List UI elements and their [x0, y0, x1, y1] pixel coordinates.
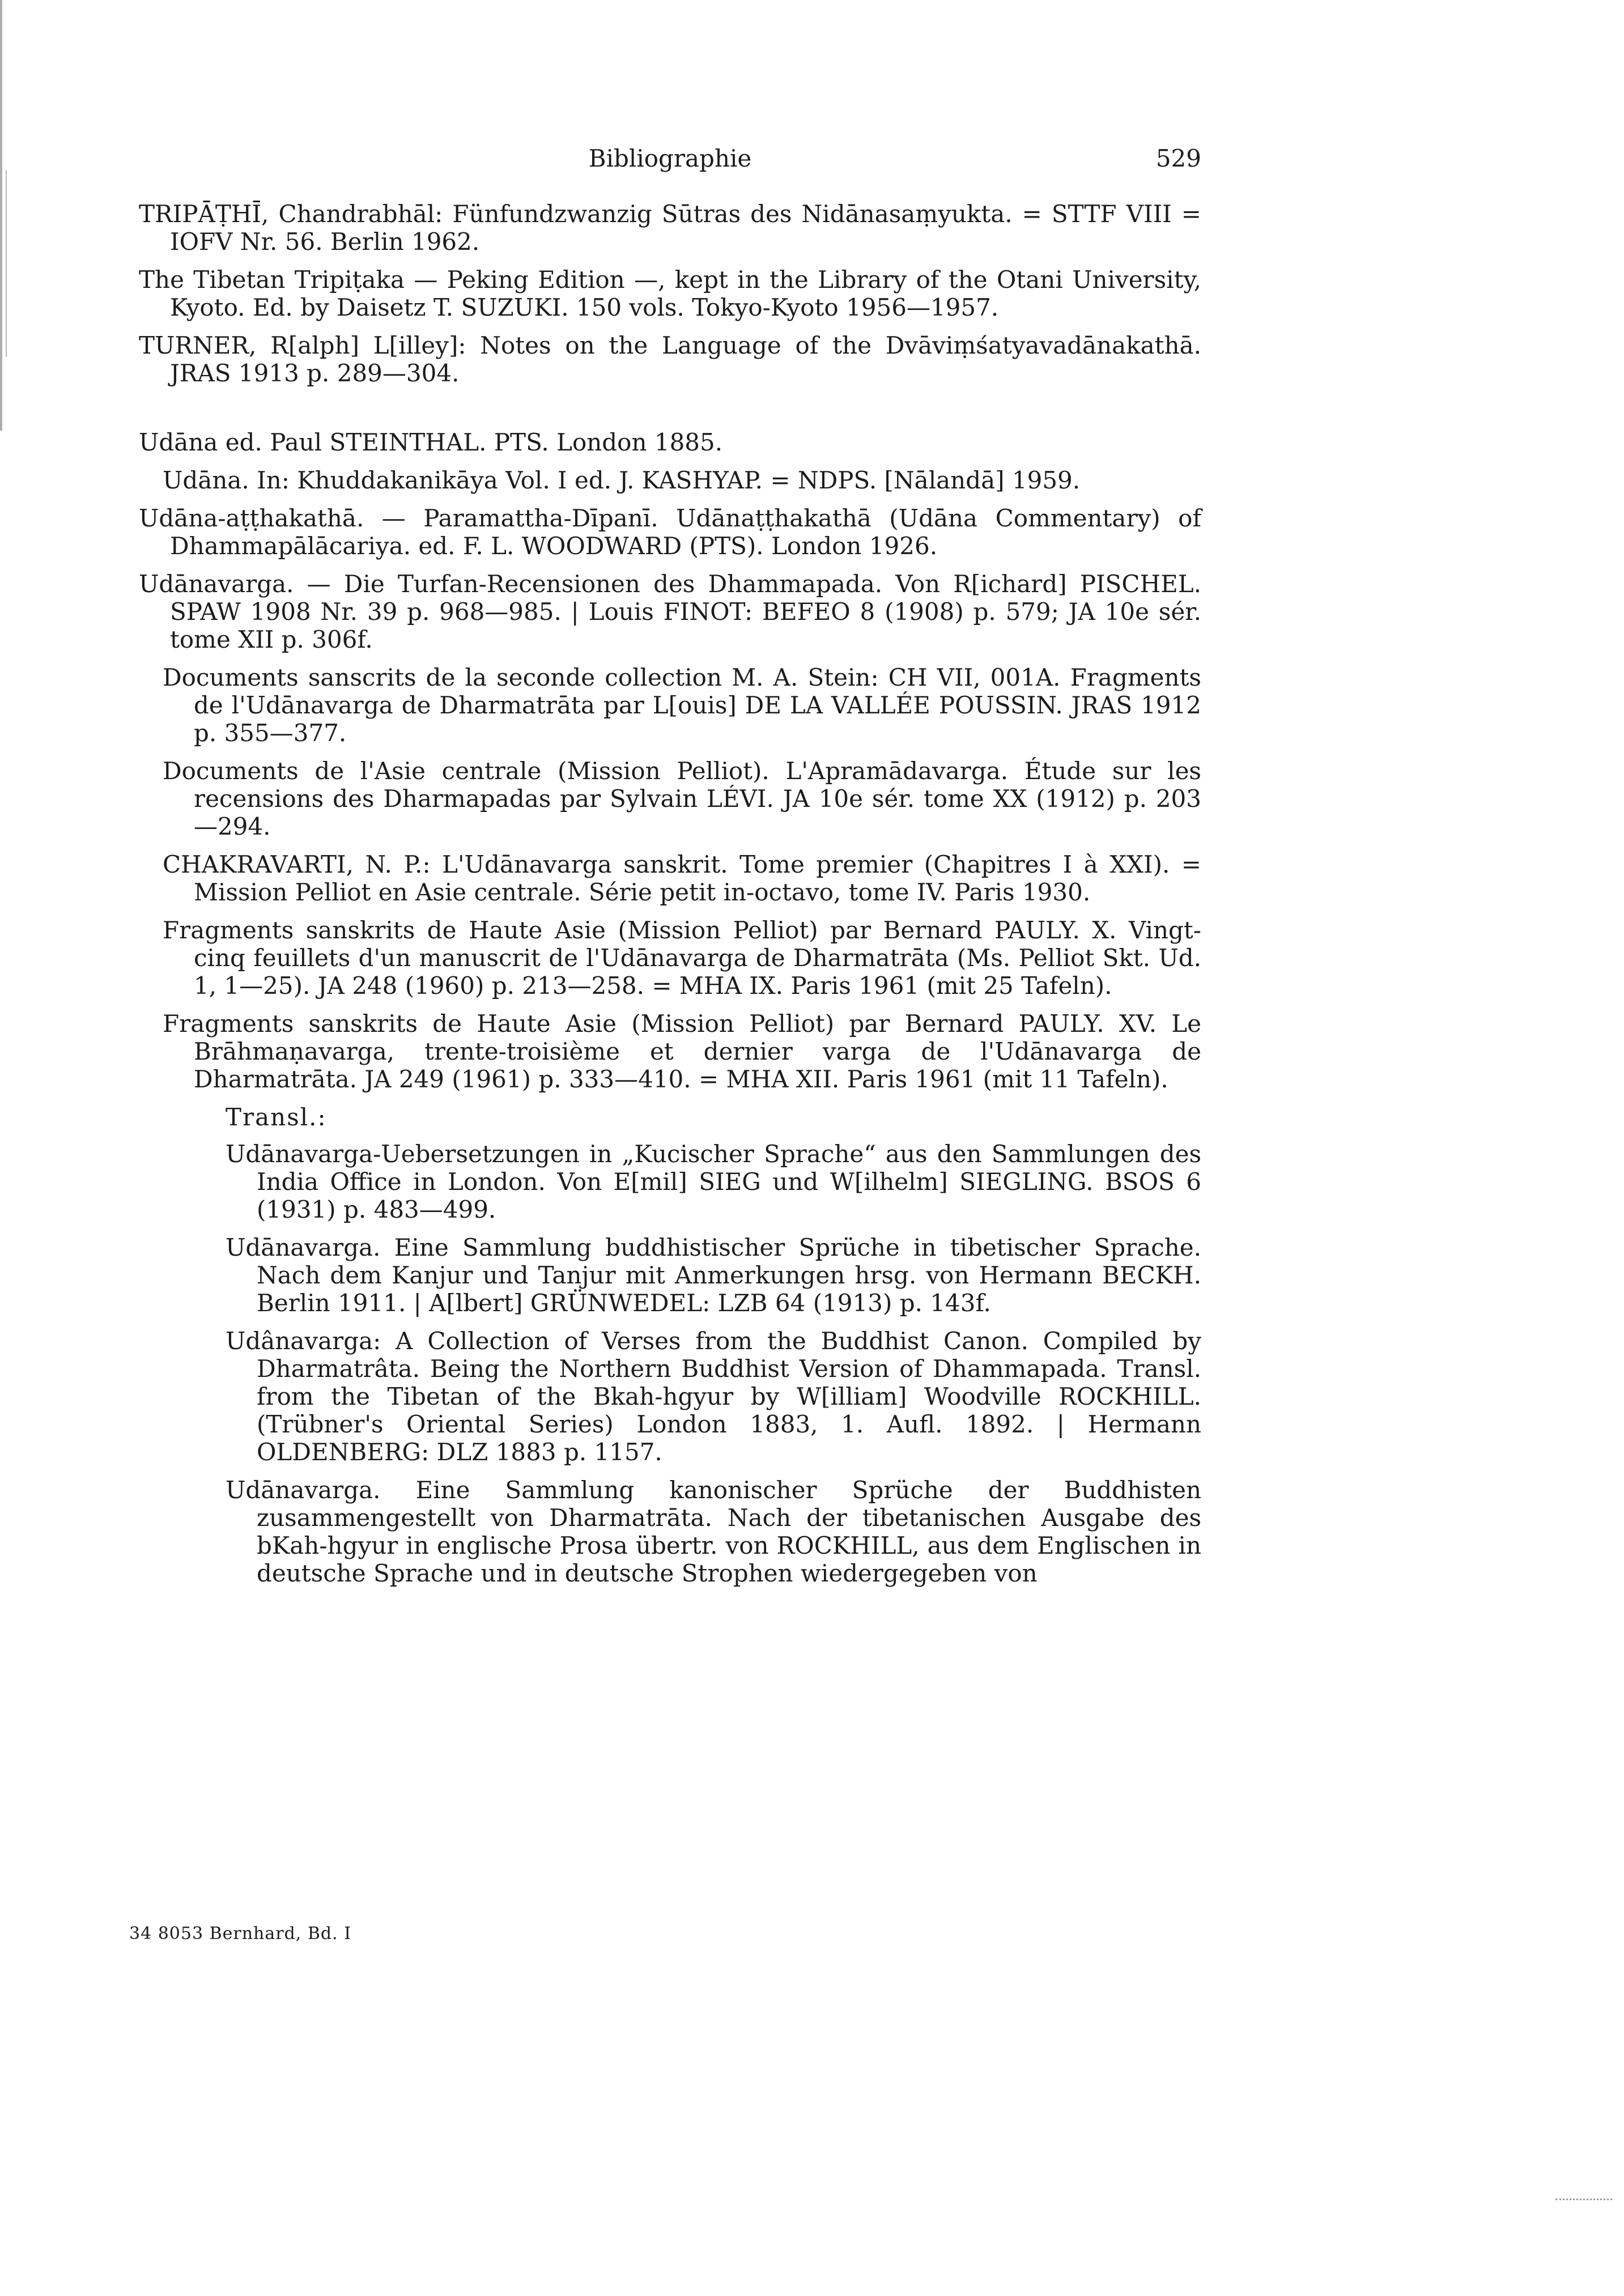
page-title: Bibliographie	[588, 144, 752, 172]
translation-entry: Udânavarga: A Collection of Verses from the Buddhist Canon. Compiled by Dharmatrâta. Being the Northern Buddhist Version of Dhammapada. Transl. from the Tibetan of the Bkah-hgyur by W[illiam] Woodville ROCKHILL. (Trübner's Oriental Series) London 1883, 1. Aufl. 1892. | Hermann OLDENBERG: DLZ 1883 p. 1157.	[226, 1327, 1201, 1466]
bibliography-subentry: Udāna. In: Khuddakanikāya Vol. I ed. J. KASHYAP. = NDPS. [Nālandā] 1959.	[163, 466, 1081, 494]
bibliography-entry: Udāna-aṭṭhakathā. — Paramattha-Dīpanī. Udānaṭṭhakathā (Udāna Commentary) of Dhammapālācariya. ed. F. L. WOODWARD (PTS). London 1926.	[139, 504, 1201, 560]
page-header	[139, 144, 1201, 184]
scan-edge-mark-inner	[6, 170, 7, 357]
scan-artifact-mark	[1555, 2199, 1612, 2200]
bibliography-subentry: Fragments sanskrits de Haute Asie (Mission Pelliot) par Bernard PAULY. XV. Le Brāhmaṇavarga, trente-troisième et dernier varga de l'Udānavarga de Dharmatrāta. JA 249 (1961) p. 333—410. = MHA XII. Paris 1961 (mit 11 Tafeln).	[163, 1010, 1201, 1093]
bibliography-subentry: CHAKRAVARTI, N. P.: L'Udānavarga sanskrit. Tome premier (Chapitres I à XXI). = Mission Pelliot en Asie centrale. Série petit in-octavo, tome IV. Paris 1930.	[163, 851, 1201, 906]
printer-signature-footer: 34 8053 Bernhard, Bd. I	[129, 1924, 352, 1944]
bibliography-entry: Udāna ed. Paul STEINTHAL. PTS. London 1885.	[139, 428, 723, 456]
bibliography-subentry: Fragments sanskrits de Haute Asie (Mission Pelliot) par Bernard PAULY. X. Vingt-cinq feuillets d'un manuscrit de l'Udānavarga de Dharmatrāta (Ms. Pelliot Skt. Ud. 1, 1—25). JA 248 (1960) p. 213—258. = MHA IX. Paris 1961 (mit 25 Tafeln).	[163, 916, 1201, 1000]
translation-entry: Udānavarga. Eine Sammlung buddhistischer Sprüche in tibetischer Sprache. Nach dem Kanjur und Tanjur mit Anmerkungen hrsg. von Hermann BECKH. Berlin 1911. | A[lbert] GRÜNWEDEL: LZB 64 (1913) p. 143f.	[226, 1234, 1201, 1317]
page-number: 529	[1155, 144, 1201, 172]
translation-entry: Udānavarga-Uebersetzungen in „Kucischer Sprache“ aus den Sammlungen des India Office in London. Von E[mil] SIEG und W[ilhelm] SIEGLING. BSOS 6 (1931) p. 483—499.	[226, 1140, 1201, 1223]
translation-entry: Udānavarga. Eine Sammlung kanonischer Sprüche der Buddhisten zusammengestellt von Dharmatrāta. Nach der tibetanischen Ausgabe des bKah-hgyur in englische Prosa übertr. von ROCKHILL, aus dem Englischen in deutsche Sprache und in deutsche Strophen wiedergegeben von	[226, 1476, 1201, 1587]
bibliography-subentry: Documents sanscrits de la seconde collection M. A. Stein: CH VII, 001A. Fragments de l'Udānavarga de Dharmatrāta par L[ouis] DE LA VALLÉE POUSSIN. JRAS 1912 p. 355—377.	[163, 664, 1201, 747]
translations-heading: Transl.:	[226, 1103, 327, 1131]
bibliography-entry: TRIPĀṬHĪ, Chandrabhāl: Fünfundzwanzig Sūtras des Nidānasaṃyukta. = STTF VIII = IOFV Nr. 56. Berlin 1962.	[139, 200, 1201, 256]
bibliography-entry: TURNER, R[alph] L[illey]: Notes on the Language of the Dvāviṃśatyavadānakathā. JRAS 1913 p. 289—304.	[139, 331, 1201, 387]
bibliography-subentry: Documents de l'Asie centrale (Mission Pelliot). L'Apramādavarga. Étude sur les recensions des Dharmapadas par Sylvain LÉVI. JA 10e sér. tome XX (1912) p. 203—294.	[163, 757, 1201, 840]
page-content	[139, 144, 1201, 1597]
bibliography-entry: The Tibetan Tripiṭaka — Peking Edition —, kept in the Library of the Otani University, Kyoto. Ed. by Daisetz T. SUZUKI. 150 vols. Tokyo-Kyoto 1956—1957.	[139, 266, 1201, 321]
bibliography-list	[139, 200, 1201, 1587]
bibliography-entry: Udānavarga. — Die Turfan-Recensionen des Dhammapada. Von R[ichard] PISCHEL. SPAW 1908 Nr. 39 p. 968—985. | Louis FINOT: BEFEO 8 (1908) p. 579; JA 10e sér. tome XII p. 306f.	[139, 570, 1201, 653]
section-gap	[139, 397, 1201, 428]
